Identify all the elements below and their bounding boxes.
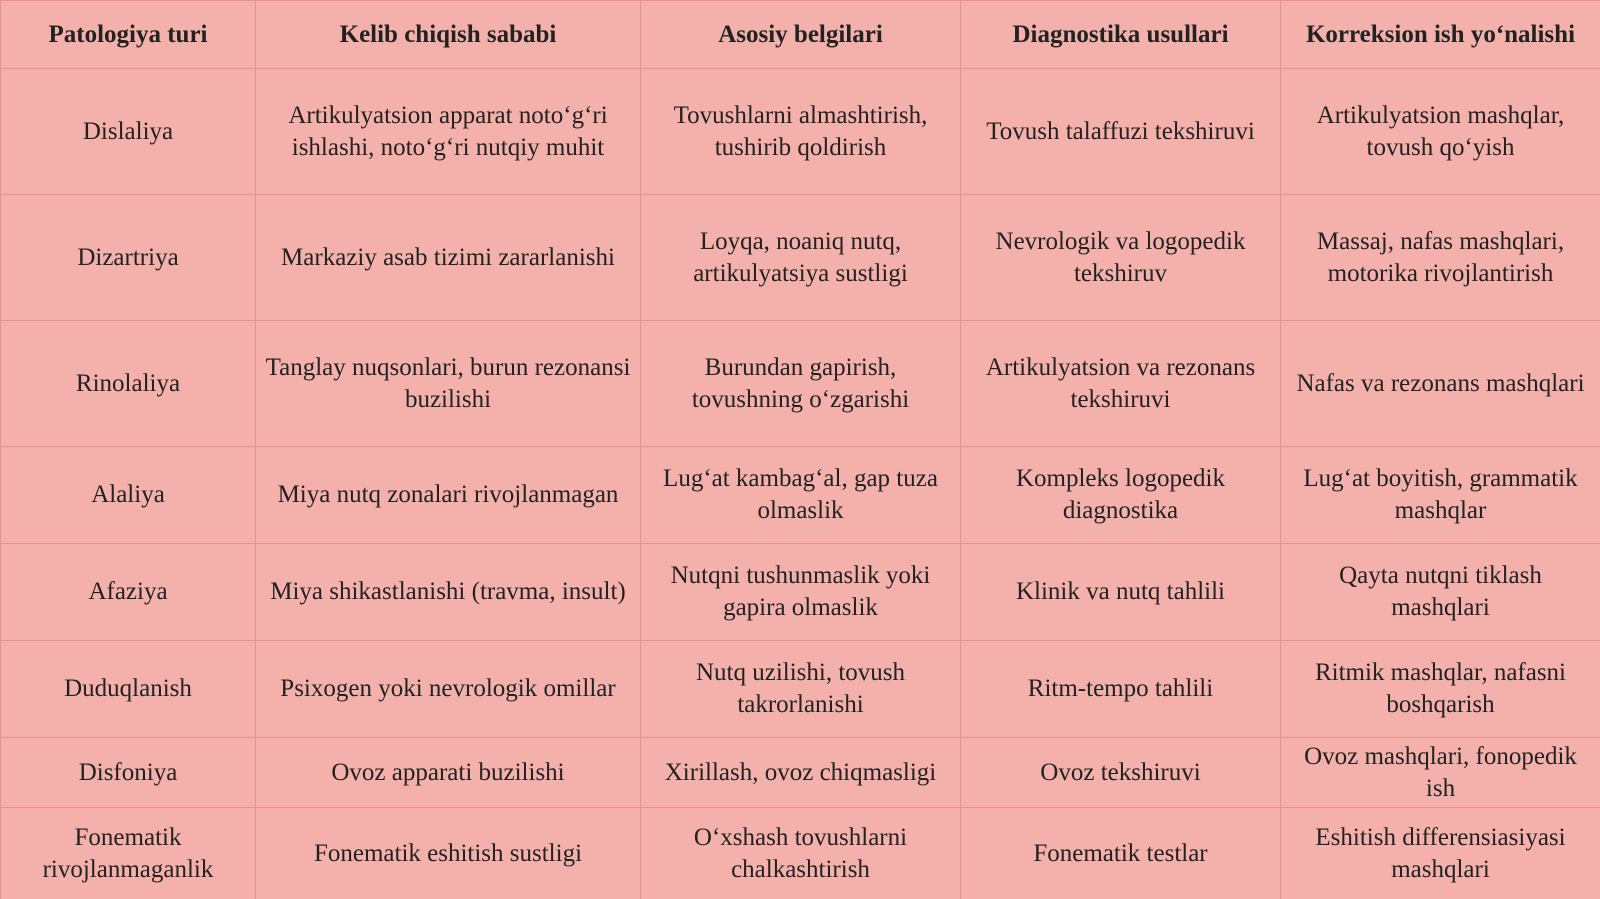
table-row bbox=[1, 195, 1600, 321]
table-row bbox=[1, 69, 1600, 195]
cause-cell: Miya nutq zonalari rivojlanmagan bbox=[256, 447, 641, 544]
pathology-type-cell: Dizartriya bbox=[1, 195, 256, 321]
column-header-correction-direction: Korreksion ish yo‘nalishi bbox=[1281, 1, 1600, 69]
main-signs-cell: Loyqa, noaniq nutq, artikulyatsiya sustligi bbox=[641, 195, 961, 321]
diagnostic-methods-cell: Kompleks logopedik diagnostika bbox=[961, 447, 1281, 544]
correction-direction-cell: Artikulyatsion mashqlar, tovush qo‘yish bbox=[1281, 69, 1600, 195]
cause-cell: Fonematik eshitish sustligi bbox=[256, 808, 641, 899]
main-signs-cell: Nutqni tushunmaslik yoki gapira olmaslik bbox=[641, 544, 961, 641]
table-row bbox=[1, 447, 1600, 544]
pathology-type-cell: Rinolaliya bbox=[1, 321, 256, 447]
pathology-type-cell: Alaliya bbox=[1, 447, 256, 544]
correction-direction-cell: Eshitish differensiasiyasi mashqlari bbox=[1281, 808, 1600, 899]
main-signs-cell: O‘xshash tovushlarni chalkashtirish bbox=[641, 808, 961, 899]
pathology-type-cell: Fonematik rivojlanmaganlik bbox=[1, 808, 256, 899]
pathology-type-cell: Disfoniya bbox=[1, 738, 256, 808]
cause-cell: Markaziy asab tizimi zararlanishi bbox=[256, 195, 641, 321]
column-header-pathology-type: Patologiya turi bbox=[1, 1, 256, 69]
pathology-type-cell: Dislaliya bbox=[1, 69, 256, 195]
main-signs-cell: Burundan gapirish, tovushning o‘zgarishi bbox=[641, 321, 961, 447]
correction-direction-cell: Lug‘at boyitish, grammatik mashqlar bbox=[1281, 447, 1600, 544]
diagnostic-methods-cell: Nevrologik va logopedik tekshiruv bbox=[961, 195, 1281, 321]
correction-direction-cell: Ovoz mashqlari, fonopedik ish bbox=[1281, 738, 1600, 808]
main-signs-cell: Tovushlarni almashtirish, tushirib qoldirish bbox=[641, 69, 961, 195]
column-header-main-signs: Asosiy belgilari bbox=[641, 1, 961, 69]
main-signs-cell: Xirillash, ovoz chiqmasligi bbox=[641, 738, 961, 808]
column-header-cause: Kelib chiqish sababi bbox=[256, 1, 641, 69]
correction-direction-cell: Ritmik mashqlar, nafasni boshqarish bbox=[1281, 641, 1600, 738]
table-row bbox=[1, 641, 1600, 738]
diagnostic-methods-cell: Tovush talaffuzi tekshiruvi bbox=[961, 69, 1281, 195]
diagnostic-methods-cell: Fonematik testlar bbox=[961, 808, 1281, 899]
cause-cell: Miya shikastlanishi (travma, insult) bbox=[256, 544, 641, 641]
column-header-diagnostic-methods: Diagnostika usullari bbox=[961, 1, 1281, 69]
table-row bbox=[1, 544, 1600, 641]
table-row bbox=[1, 808, 1600, 899]
correction-direction-cell: Qayta nutqni tiklash mashqlari bbox=[1281, 544, 1600, 641]
main-signs-cell: Lug‘at kambag‘al, gap tuza olmaslik bbox=[641, 447, 961, 544]
correction-direction-cell: Nafas va rezonans mashqlari bbox=[1281, 321, 1600, 447]
cause-cell: Tanglay nuqsonlari, burun rezonansi buzilishi bbox=[256, 321, 641, 447]
header-row bbox=[1, 1, 1600, 69]
correction-direction-cell: Massaj, nafas mashqlari, motorika rivojlantirish bbox=[1281, 195, 1600, 321]
cause-cell: Psixogen yoki nevrologik omillar bbox=[256, 641, 641, 738]
table-row bbox=[1, 321, 1600, 447]
cause-cell: Artikulyatsion apparat noto‘g‘ri ishlashi, noto‘g‘ri nutqiy muhit bbox=[256, 69, 641, 195]
diagnostic-methods-cell: Artikulyatsion va rezonans tekshiruvi bbox=[961, 321, 1281, 447]
pathology-type-cell: Duduqlanish bbox=[1, 641, 256, 738]
pathology-type-cell: Afaziya bbox=[1, 544, 256, 641]
diagnostic-methods-cell: Ritm-tempo tahlili bbox=[961, 641, 1281, 738]
cause-cell: Ovoz apparati buzilishi bbox=[256, 738, 641, 808]
diagnostic-methods-cell: Ovoz tekshiruvi bbox=[961, 738, 1281, 808]
main-signs-cell: Nutq uzilishi, tovush takrorlanishi bbox=[641, 641, 961, 738]
diagnostic-methods-cell: Klinik va nutq tahlili bbox=[961, 544, 1281, 641]
table-row bbox=[1, 738, 1600, 808]
